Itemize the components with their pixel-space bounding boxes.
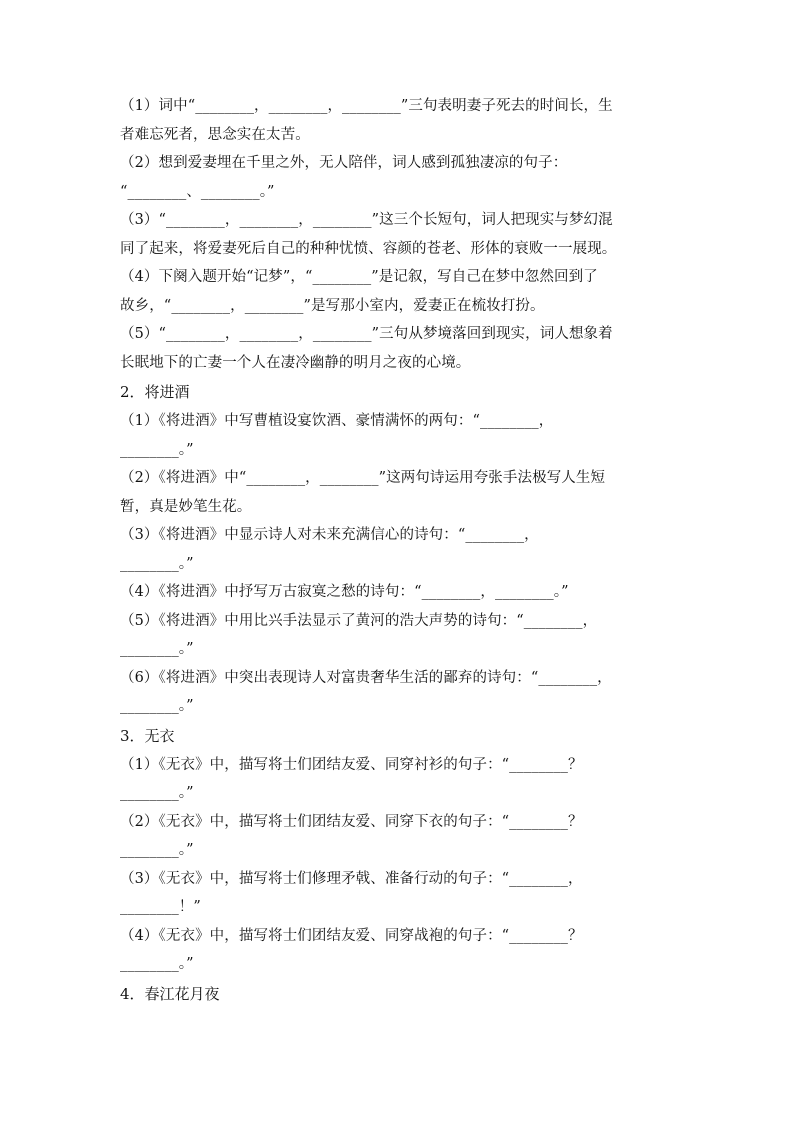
section-heading: 4．春江花月夜 xyxy=(120,984,220,1003)
text-line: ________。” xyxy=(120,698,194,714)
text-line: （4）下阕入题开始“记梦”，“________”是记叙，写自己在梦中忽然回到了 xyxy=(120,269,598,285)
text-line: （2）《无衣》中，描写将士们团结友爱、同穿下衣的句子：“________？ xyxy=(120,813,583,830)
text-line: （3）《将进酒》中显示诗人对未来充满信心的诗句：“________， xyxy=(120,527,539,543)
text-line: ________。” xyxy=(120,956,194,972)
text-line: 者难忘死者，思念实在太苦。 xyxy=(120,126,310,143)
section-1 xyxy=(120,92,680,377)
text-line: （1）《无衣》中，描写将士们团结友爱、同穿衬衫的句子：“________？ xyxy=(120,756,583,773)
text-line: （6）《将进酒》中突出表现诗人对富贵奢华生活的鄙弃的诗句：“________， xyxy=(120,669,612,686)
text-line: （2）《将进酒》中“________，________”这两句诗运用夸张手法极写人生短 xyxy=(120,470,606,486)
text-line: ________。” xyxy=(120,842,194,858)
section-3 xyxy=(120,721,680,979)
section-heading: 2．将进酒 xyxy=(120,383,190,401)
text-line: ________。” xyxy=(120,641,194,657)
text-line: （3）“________，________，________”这三个长短句，词人把现实与梦幻混 xyxy=(120,212,613,228)
text-line: 同了起来，将爱妻死后自己的种种忧愤、容颜的苍老、形体的衰败一一展现。 xyxy=(120,240,617,257)
text-line: （2）想到爱妻埋在千里之外，无人陪伴，词人感到孤独凄凉的句子： xyxy=(120,155,568,171)
section-heading: 3．无衣 xyxy=(120,726,175,745)
text-line: 故乡，“________，________”是写那小室内，爱妻正在梳妆打扮。 xyxy=(120,297,545,314)
text-line: （4）《将进酒》中抒写万古寂寞之愁的诗句：“________，________。” xyxy=(120,584,569,600)
text-line: ________。” xyxy=(120,441,194,458)
text-line: 长眠地下的亡妻一个人在凄冷幽静的明月之夜的心境。 xyxy=(120,354,471,371)
text-line: “________、________。” xyxy=(120,183,275,200)
section-2 xyxy=(120,377,680,721)
document-page xyxy=(120,92,680,1009)
section-4 xyxy=(120,979,680,1009)
text-line: ________。” xyxy=(120,555,194,572)
text-line: ________。” xyxy=(120,785,194,801)
text-line: （1）词中“________，________，________”三句表明妻子死去的时间长，生 xyxy=(120,98,613,114)
text-line: （3）《无衣》中，描写将士们修理矛戟、准备行动的句子：“________， xyxy=(120,870,583,887)
text-line: （4）《无衣》中，描写将士们团结友爱、同穿战袍的句子：“________？ xyxy=(120,927,583,944)
text-line: 暂，真是妙笔生花。 xyxy=(120,498,252,515)
text-line: （1）《将进酒》中写曹植设宴饮酒、豪情满怀的两句：“________， xyxy=(120,413,554,429)
text-line: ________！” xyxy=(120,899,201,915)
text-line: （5）《将进酒》中用比兴手法显示了黄河的浩大声势的诗句：“________， xyxy=(120,612,598,629)
text-line: （5）“________，________，________”三句从梦境落回到现实，词人想象着 xyxy=(120,326,613,342)
